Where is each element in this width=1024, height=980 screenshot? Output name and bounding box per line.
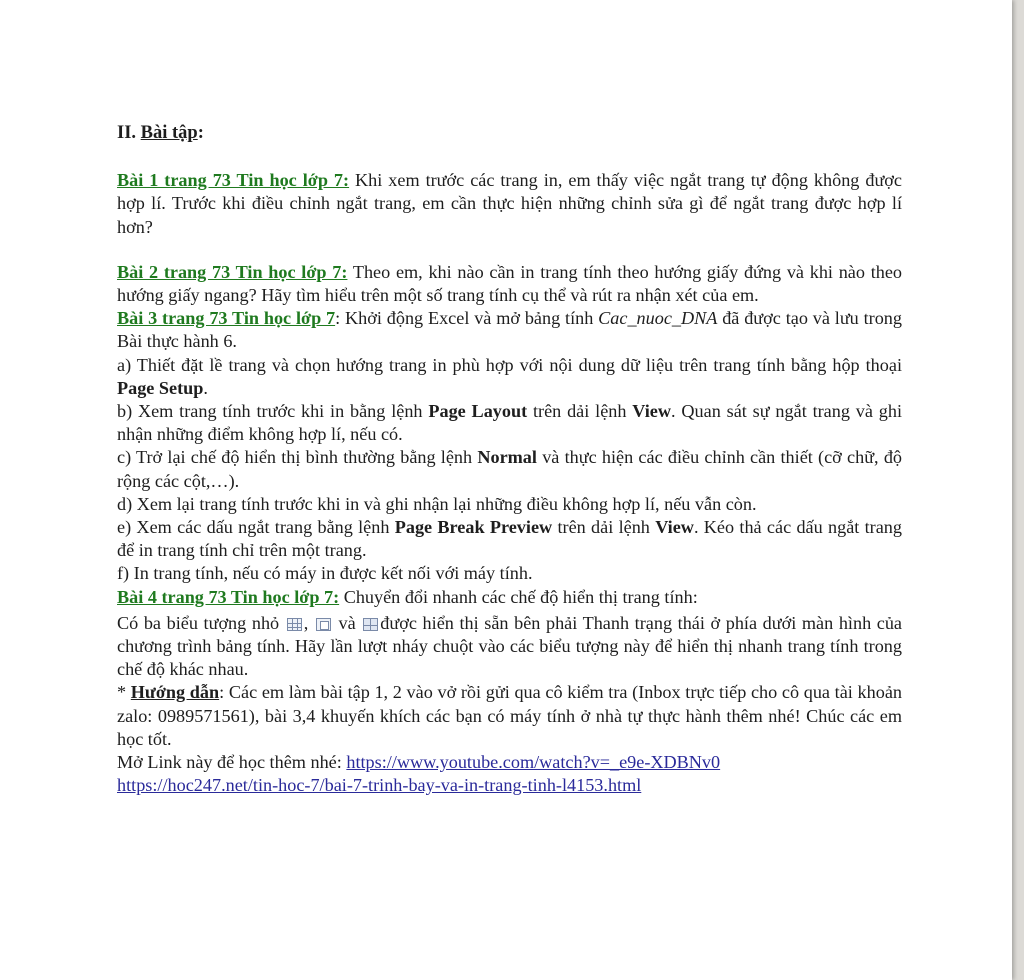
hoc247-link[interactable]: https://hoc247.net/tin-hoc-7/bai-7-trinh-bay-va-in-trang-tinh-l4153.html: [117, 775, 642, 796]
exercise-4-body-end: được hiển thị sẵn bên phải Thanh trạng thái ở phía dưới màn hình của chương trình bảng tính. Hãy lần lượt nháy chuột vào các biểu tượng này để hiển thị nhanh trang tính trong chế độ khác nhau.: [117, 612, 903, 680]
icon-separator-comma: ,: [303, 612, 309, 633]
exercise-4-body: [117, 612, 902, 682]
exercise-3-intro: [117, 307, 902, 353]
links-intro: Mở Link này để học thêm nhé:: [117, 752, 347, 773]
item-e-end: . Kéo thả các dấu ngắt trang để in trang tính chỉ trên một trang.: [117, 517, 902, 561]
exercise-4-body-start: Có ba biểu tượng nhỏ: [117, 612, 280, 633]
item-c-command: Normal: [477, 447, 537, 468]
guide-label: Hướng dẫn: [130, 682, 220, 703]
item-a-end: .: [203, 377, 208, 398]
exercise-3-colon: :: [335, 308, 341, 329]
exercise-3-item-e: [117, 516, 902, 562]
exercise-4-text: Chuyển đổi nhanh các chế độ hiển thị trang tính:: [339, 586, 698, 607]
icon-separator-and: và: [332, 612, 362, 633]
item-e-command: Page Break Preview: [394, 517, 553, 538]
exercise-3-filename: Cac_nuoc_DNA: [598, 308, 718, 329]
exercise-4-title: Bài 4 trang 73 Tin học lớp 7:: [117, 586, 340, 607]
heading-title: Bài tập: [140, 123, 198, 143]
youtube-link[interactable]: https://www.youtube.com/watch?v=_e9e-XDBNv0: [346, 752, 721, 773]
exercise-4: [117, 586, 902, 609]
heading-colon: :: [197, 123, 204, 143]
item-a-command: Page Setup: [117, 377, 204, 398]
item-a-text: a) Thiết đặt lề trang và chọn hướng trang in phù hợp với nội dung dữ liệu trên trang tính bằng hộp thoại: [117, 354, 902, 375]
exercise-3-item-b: [117, 400, 902, 446]
guide-star: *: [117, 682, 131, 703]
exercise-1-text: Khi xem trước các trang in, em thấy việc ngắt trang tự động không được hợp lí. Trước khi điều chỉnh ngắt trang, em cần thực hiện những chỉnh sửa gì để ngắt trang được hợp lí hơn?: [117, 170, 903, 237]
page-layout-icon: [316, 618, 331, 631]
exercise-2-text: Theo em, khi nào cần in trang tính theo hướng giấy đứng và khi nào theo hướng giấy ngang? Hãy tìm hiểu trên một số trang tính cụ thể và rút ra nhận xét của em.: [117, 261, 903, 306]
exercise-3-intro-text-end: đã được tạo và lưu trong Bài thực hành 6.: [117, 308, 902, 352]
item-e-mid: trên dải lệnh: [552, 517, 656, 538]
item-e-text: e) Xem các dấu ngắt trang bằng lệnh: [117, 517, 395, 538]
exercise-1-title: Bài 1 trang 73 Tin học lớp 7:: [117, 170, 350, 191]
item-c-end: và thực hiện các điều chỉnh cần thiết (cỡ chữ, độ rộng các cột,…).: [117, 447, 903, 491]
item-b-end: . Quan sát sự ngắt trang và ghi nhận những điểm không hợp lí, nếu có.: [117, 401, 903, 445]
item-b-ribbon: View: [632, 401, 672, 422]
exercise-3-item-f: f) In trang tính, nếu có máy in được kết nối với máy tính.: [117, 563, 533, 584]
exercise-3-title: Bài 3 trang 73 Tin học lớp 7: [117, 308, 336, 329]
item-b-text: b) Xem trang tính trước khi in bằng lệnh: [117, 401, 429, 422]
exercise-2-title: Bài 2 trang 73 Tin học lớp 7:: [117, 261, 348, 282]
section-heading: [117, 122, 902, 145]
exercise-3-item-a: [117, 354, 902, 400]
normal-view-icon: [287, 618, 302, 631]
exercise-3-item-d: d) Xem lại trang tính trước khi in và ghi nhận lại những điều không hợp lí, nếu vẫn còn.: [117, 493, 757, 514]
links-paragraph: [117, 751, 902, 797]
guide-colon: :: [219, 682, 225, 703]
guide-paragraph: [117, 681, 902, 751]
document-content: [117, 122, 902, 797]
page-break-preview-icon: [363, 618, 378, 631]
item-b-command: Page Layout: [428, 401, 528, 422]
heading-number: II.: [117, 123, 137, 143]
exercise-1: [117, 169, 902, 239]
item-c-text: c) Trở lại chế độ hiển thị bình thường bằng lệnh: [117, 447, 478, 468]
exercise-3-item-c: [117, 446, 902, 492]
item-b-mid: trên dải lệnh: [527, 401, 633, 422]
exercise-2: [117, 261, 902, 307]
guide-text: Các em làm bài tập 1, 2 vào vở rồi gửi qua cô kiểm tra (Inbox trực tiếp cho cô qua tài khoản zalo: 0989571561), bài 3,4 khuyến khích các bạn có máy tính ở nhà tự thực hành thêm nhé! Chúc các em học tốt.: [117, 682, 902, 749]
item-e-ribbon: View: [655, 517, 694, 538]
exercise-3-intro-text: Khởi động Excel và mở bảng tính: [340, 308, 599, 329]
